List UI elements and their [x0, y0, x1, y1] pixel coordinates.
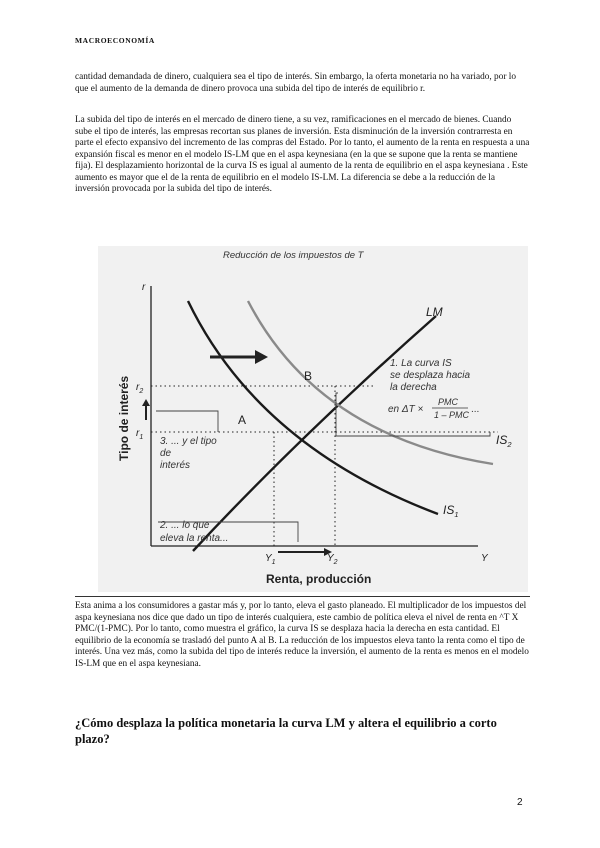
is1-label-sub: 1	[454, 510, 459, 519]
section-heading: ¿Cómo desplaza la política monetaria la curva LM y altera el equilibrio a corto plazo?	[75, 716, 497, 746]
y-axis-label: Tipo de interés	[117, 375, 131, 461]
r1-label-sub: 1	[139, 434, 144, 441]
note1-line2: se desplaza hacia	[390, 370, 471, 381]
y-axis-symbol: r	[142, 282, 146, 293]
y2-label-text: Y	[327, 553, 334, 564]
note1-fraction-denominator: 1 – PMC	[434, 410, 470, 420]
page-number: 2	[517, 797, 523, 808]
note1-fraction-numerator: PMC	[438, 397, 458, 407]
note2-line2: eleva la renta...	[160, 533, 229, 544]
note1-line3: la derecha	[390, 382, 437, 393]
y1-label-text: Y	[265, 553, 272, 564]
r1-label-text: r	[136, 428, 140, 439]
paragraph-interest-rate-effect: La subida del tipo de interés en el mercado de dinero tiene, a su vez, ramificaciones en el mercado de bienes. Cuando sube el tipo de interés, las empresas recortan sus planes de inversión. Esta disminución de la inversión contrarresta en parte el efecto expansivo del incremento de las compras del Estado. Por lo tanto, el aumento de la renta en respuesta a una expansión fiscal es menor en el modelo IS-LM que en el aspa keynesiana (en la que se supone que la renta se mantiene fija). El desplazamiento horizontal de la curva IS es igual al aumento de la renta de equilibrio en el aspa keynesiana . Este aumento es mayor que el de la renta de equilibrio en el modelo IS-LM. La diferencia se debe a la reducción de la inversión provocada por la subida del tipo de interés.	[75, 115, 530, 194]
point-a-label: A	[238, 413, 247, 427]
is2-label-text: IS	[496, 433, 508, 447]
paragraph-money-demand: cantidad demandada de dinero, cualquiera sea el tipo de interés. Sin embargo, la oferta monetaria no ha variado, por lo que el aumento de la demanda de dinero provoca una subida del tipo de interés de equilibrio r.	[75, 72, 517, 94]
figure-divider	[75, 596, 530, 597]
figure-title: Reducción de los impuestos de T	[223, 250, 364, 261]
note1-line1: 1. La curva IS	[390, 358, 452, 369]
paragraph-tax-cut: Esta anima a los consumidores a gastar más y, por lo tanto, eleva el gasto planeado. El multiplicador de los impuestos del aspa keynesiana nos dice que dado un tipo de interés cualquiera, este cambio de política eleva el nivel de renta en ^T X PMC/(1-PMC). Por lo tanto, como muestra el gráfico, la curva IS se desplaza hacia la derecha en esta cantidad. El equilibrio de la economía se trasladó del punto A al B. La reducción de los impuestos eleva tanto la renta como el tipo de interés. Una vez más, como la subida del tipo de interés reduce la inversión, el aumento de la renta es menos en el modelo IS-LM que en el aspa keynesiana.	[75, 601, 529, 669]
x-axis-symbol: Y	[481, 553, 488, 564]
is1-label-text: IS	[443, 503, 455, 517]
note2-line1: 2. ... lo que	[160, 520, 210, 531]
running-header: MACROECONOMÍA	[75, 36, 155, 45]
note1-dots: ...	[471, 404, 480, 415]
x-axis-label: Renta, producción	[266, 572, 372, 586]
point-b-label: B	[304, 369, 313, 383]
r2-label-sub: 2	[139, 388, 144, 395]
note3-line1: 3. ... y el tipo	[160, 436, 217, 447]
lm-label: LM	[426, 305, 443, 319]
note1-line4: en ΔT ×	[388, 404, 424, 415]
y2-label-sub: 2	[333, 559, 338, 566]
note3-line2: de	[160, 448, 172, 459]
note3-line3: interés	[160, 460, 191, 471]
r2-label-text: r	[136, 382, 140, 393]
is-lm-figure	[98, 246, 528, 592]
y1-label-sub: 1	[271, 559, 276, 566]
is2-label-sub: 2	[507, 440, 512, 449]
